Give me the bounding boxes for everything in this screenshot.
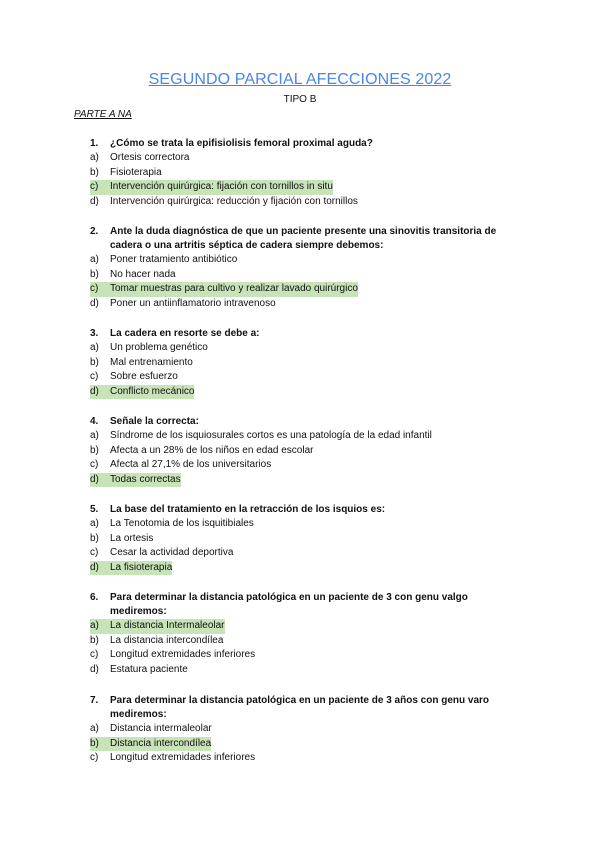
option-b: b) Afecta a un 28% de los niños en edad escolar	[90, 444, 314, 456]
option-c: c) Cesar la actividad deportiva	[90, 547, 234, 559]
question-1	[0, 137, 600, 209]
option-a: a) La Tenotomia de los isquitibiales	[90, 518, 254, 529]
option-a: a) Ortesis correctora	[90, 152, 190, 163]
option-d: d) Poner un antiinflamatorio intravenoso	[90, 297, 276, 309]
option-c: c) Longitud extremidades inferiores	[90, 752, 256, 764]
question-3	[0, 327, 600, 399]
option-a-correct: a) La distancia Intermaleolar	[0, 619, 600, 634]
option-b: b) La ortesis	[90, 532, 154, 544]
option-d: d) Estatura paciente	[90, 663, 188, 675]
question-text: Para determinar la distancia patológica en un paciente de 3 años con genu varo mediremos:	[110, 695, 489, 720]
option-a: a) Distancia intermaleolar	[90, 723, 212, 734]
question-4	[0, 415, 600, 487]
question-number: 4.	[90, 416, 99, 427]
option-d-correct: d) Conflicto mecánico	[0, 385, 600, 400]
option-b-correct: b) Distancia intercondílea	[0, 737, 600, 752]
question-2	[0, 225, 600, 311]
option-a: a) Poner tratamiento antibiótico	[90, 254, 238, 265]
option-d: d) Intervención quirúrgica: reducción y fijación con tornillos	[90, 195, 358, 207]
section-label: PARTE A NA	[74, 109, 132, 120]
question-number: 2.	[90, 226, 99, 237]
option-d-correct: d) La fisioterapia	[0, 561, 600, 576]
option-c: c) Sobre esfuerzo	[90, 371, 178, 383]
exam-type: TIPO B	[283, 94, 317, 105]
question-text: Para determinar la distancia patológica en un paciente de 3 con genu valgo mediremos:	[110, 592, 468, 617]
option-c: c) Longitud extremidades inferiores	[90, 649, 256, 661]
option-a: a) Síndrome de los isquiosurales cortos es una patología de la edad infantil	[90, 430, 432, 441]
page-title: SEGUNDO PARCIAL AFECCIONES 2022	[148, 71, 452, 88]
question-text: ¿Cómo se trata la epifisiolisis femoral proximal aguda?	[110, 138, 373, 149]
option-b: b) Mal entrenamiento	[90, 356, 193, 368]
option-c: c) Afecta al 27,1% de los universitarios	[90, 459, 272, 471]
question-text: La cadera en resorte se debe a:	[110, 328, 260, 339]
question-7	[0, 694, 600, 766]
option-b: b) Fisioterapia	[90, 166, 162, 178]
option-c-correct: c) Tomar muestras para cultivo y realizar lavado quirúrgico	[0, 282, 600, 297]
question-number: 3.	[90, 328, 99, 339]
question-text: La base del tratamiento en la retracción de los isquios es:	[110, 504, 386, 515]
question-number: 7.	[90, 695, 99, 706]
option-a: a) Un problema genético	[90, 342, 208, 353]
option-b: b) La distancia intercondílea	[90, 634, 224, 646]
option-c-correct: c) Intervención quirúrgica: fijación con tornillos in situ	[0, 180, 600, 195]
option-d-correct: d) Todas correctas	[0, 473, 600, 488]
question-5	[0, 503, 600, 575]
question-number: 1.	[90, 138, 99, 149]
question-text: Señale la correcta:	[110, 416, 199, 427]
question-number: 6.	[90, 592, 99, 603]
option-b: b) No hacer nada	[90, 268, 176, 280]
question-text: Ante la duda diagnóstica de que un paciente presente una sinovitis transitoria de cadera o una artritis séptica de cadera siempre debemos:	[110, 226, 497, 251]
question-6	[0, 591, 600, 677]
question-number: 5.	[90, 504, 99, 515]
